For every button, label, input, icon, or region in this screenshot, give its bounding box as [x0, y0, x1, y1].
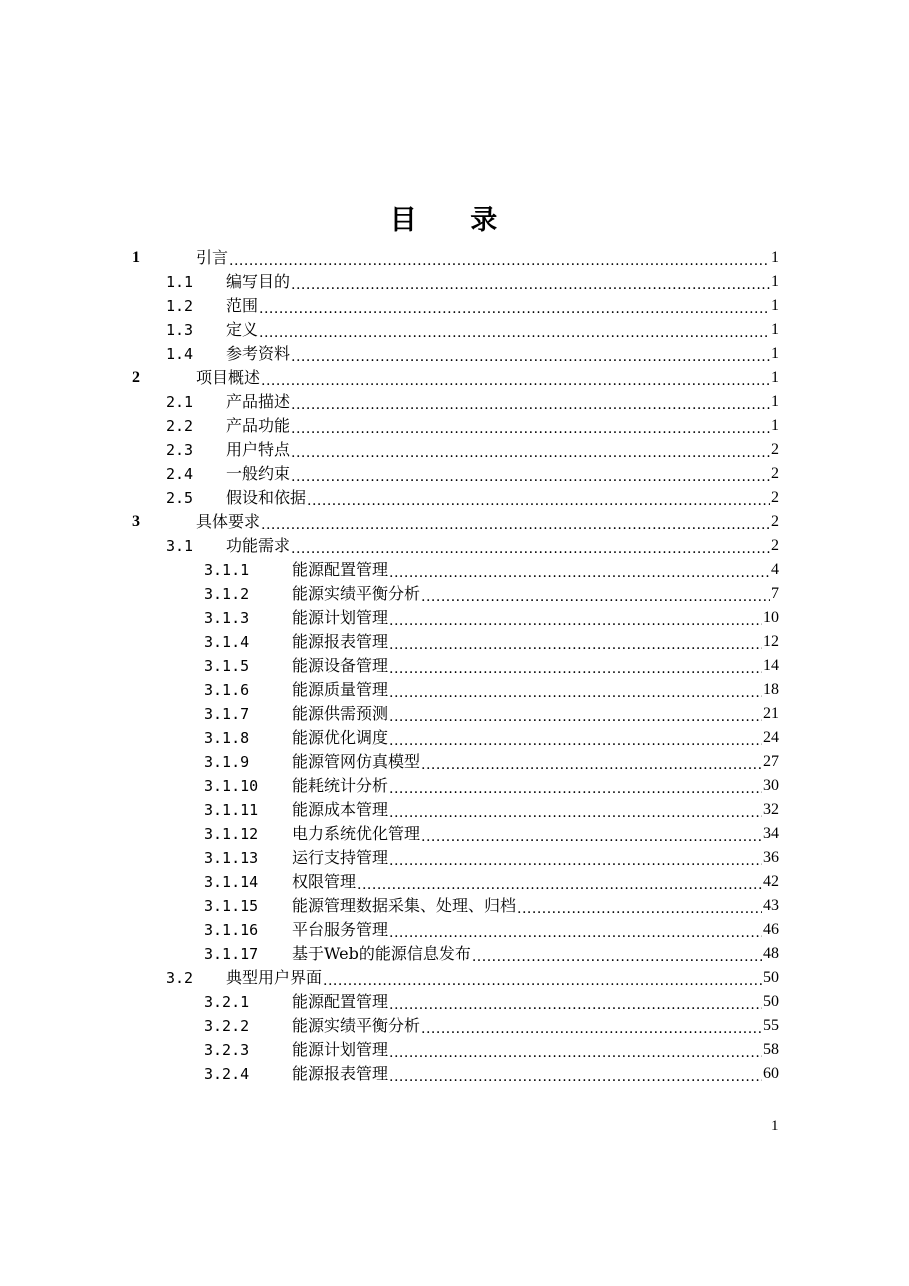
toc-entry-number: 2.5 — [166, 489, 194, 507]
toc-entry-number: 2.2 — [166, 417, 194, 435]
toc-entry-number: 3.1.9 — [204, 753, 250, 771]
toc-entry-page: 27 — [763, 753, 779, 770]
toc-entry[interactable] — [166, 534, 779, 558]
toc-entry-number: 3.1.2 — [204, 585, 250, 603]
toc-entry[interactable] — [166, 966, 779, 990]
toc-entry-title: 能源成本管理 — [292, 800, 389, 819]
toc-entry[interactable] — [204, 846, 779, 870]
dot-leader — [229, 251, 770, 271]
dot-leader — [421, 827, 762, 847]
toc-entry-page: 2 — [771, 441, 779, 458]
toc-entry-page: 50 — [763, 969, 779, 986]
toc-entry[interactable] — [204, 1038, 779, 1062]
dot-leader — [307, 491, 770, 511]
dot-leader — [389, 779, 762, 799]
dot-leader — [389, 707, 762, 727]
toc-entry[interactable] — [0, 246, 779, 270]
toc-entry-title: 电力系统优化管理 — [292, 824, 421, 843]
dot-leader — [323, 971, 762, 991]
toc-entry-page: 48 — [763, 945, 779, 962]
toc-entry-page: 32 — [763, 801, 779, 818]
toc-entry-number: 2.4 — [166, 465, 194, 483]
dot-leader — [291, 347, 770, 367]
toc-entry-page: 36 — [763, 849, 779, 866]
toc-entry[interactable] — [204, 942, 779, 966]
toc-entry-page: 1 — [771, 249, 779, 266]
toc-entry-page: 7 — [771, 585, 779, 602]
toc-entry-number: 2 — [132, 369, 140, 386]
toc-entry-title: 能源计划管理 — [292, 608, 389, 627]
toc-entry-title: 能源配置管理 — [292, 560, 389, 579]
toc-entry[interactable] — [166, 486, 779, 510]
dot-leader — [389, 731, 762, 751]
toc-entry[interactable] — [204, 1062, 779, 1086]
toc-entry-number: 3.2.1 — [204, 993, 250, 1011]
toc-entry-page: 1 — [771, 393, 779, 410]
toc-entry-number: 2.1 — [166, 393, 194, 411]
toc-entry-page: 2 — [771, 489, 779, 506]
toc-entry-page: 30 — [763, 777, 779, 794]
dot-leader — [389, 683, 762, 703]
dot-leader — [389, 995, 762, 1015]
toc-entry-title: 运行支持管理 — [292, 848, 389, 867]
dot-leader — [291, 539, 770, 559]
toc-entry[interactable] — [166, 390, 779, 414]
toc-entry-number: 1.1 — [166, 273, 194, 291]
toc-entry-title: 能耗统计分析 — [292, 776, 389, 795]
toc-entry[interactable] — [0, 366, 779, 390]
toc-entry-number: 3.1.12 — [204, 825, 259, 843]
toc-entry-page: 10 — [763, 609, 779, 626]
toc-entry-page: 1 — [771, 369, 779, 386]
dot-leader — [291, 443, 770, 463]
dot-leader — [357, 875, 762, 895]
dot-leader — [389, 1067, 762, 1087]
toc-entry-page: 1 — [771, 297, 779, 314]
toc-entry-number: 3.2.4 — [204, 1065, 250, 1083]
toc-entry-number: 1 — [132, 249, 140, 266]
toc-entry-number: 3.1.6 — [204, 681, 250, 699]
toc-entry-page: 14 — [763, 657, 779, 674]
toc-entry[interactable] — [204, 870, 779, 894]
toc-entry-page: 34 — [763, 825, 779, 842]
toc-entry[interactable] — [204, 990, 779, 1014]
dot-leader — [389, 851, 762, 871]
page-number: 1 — [771, 1118, 779, 1134]
toc-entry-number: 3.2 — [166, 969, 194, 987]
toc-entry-title: 产品功能 — [226, 416, 291, 435]
dot-leader — [421, 755, 762, 775]
toc-entry-page: 1 — [771, 321, 779, 338]
toc-entry-number: 3.1.15 — [204, 897, 259, 915]
toc-entry-title: 范围 — [226, 296, 259, 315]
toc-entry-title: 引言 — [196, 248, 229, 267]
toc-entry[interactable] — [166, 438, 779, 462]
toc-entry-page: 60 — [763, 1065, 779, 1082]
dot-leader — [389, 563, 770, 583]
toc-entry-number: 3.1.1 — [204, 561, 250, 579]
toc-entry[interactable] — [166, 462, 779, 486]
toc-entry-title: 能源配置管理 — [292, 992, 389, 1011]
toc-entry-number: 3.1.7 — [204, 705, 250, 723]
toc-entry-title: 能源报表管理 — [292, 632, 389, 651]
toc-entry[interactable] — [0, 510, 779, 534]
toc-entry-title: 能源管理数据采集、处理、归档 — [292, 896, 517, 915]
toc-entry-title: 能源实绩平衡分析 — [292, 584, 421, 603]
dot-leader — [291, 275, 770, 295]
toc-entry-page: 1 — [771, 345, 779, 362]
dot-leader — [259, 323, 770, 343]
toc-entry-page: 55 — [763, 1017, 779, 1034]
toc-entry[interactable] — [204, 774, 779, 798]
toc-entry-page: 2 — [771, 465, 779, 482]
toc-entry-title: 编写目的 — [226, 272, 291, 291]
toc-entry-page: 18 — [763, 681, 779, 698]
toc-entry-page: 2 — [771, 513, 779, 530]
dot-leader — [389, 1043, 762, 1063]
toc-entry-page: 1 — [771, 417, 779, 434]
toc-entry[interactable] — [204, 630, 779, 654]
toc-title: 目 录 — [389, 205, 520, 236]
toc-entry-page: 24 — [763, 729, 779, 746]
dot-leader — [291, 419, 770, 439]
toc-entry-title: 能源实绩平衡分析 — [292, 1016, 421, 1035]
toc-entry[interactable] — [204, 558, 779, 582]
toc-entry-number: 1.3 — [166, 321, 194, 339]
toc-entry[interactable] — [204, 750, 779, 774]
toc-entry-title: 能源报表管理 — [292, 1064, 389, 1083]
toc-entry-number: 3.1.16 — [204, 921, 259, 939]
toc-entry[interactable] — [166, 294, 779, 318]
toc-entry-number: 1.2 — [166, 297, 194, 315]
toc-entry[interactable] — [204, 918, 779, 942]
dot-leader — [389, 923, 762, 943]
toc-entry-page: 58 — [763, 1041, 779, 1058]
toc-entry-title: 能源优化调度 — [292, 728, 389, 747]
toc-entry-number: 2.3 — [166, 441, 194, 459]
toc-entry-number: 3 — [132, 513, 140, 530]
toc-entry-page: 50 — [763, 993, 779, 1010]
toc-entry[interactable] — [166, 318, 779, 342]
toc-entry[interactable] — [204, 678, 779, 702]
toc-entry-number: 3.1.10 — [204, 777, 259, 795]
toc-entry-number: 3.2.3 — [204, 1041, 250, 1059]
dot-leader — [472, 947, 762, 967]
dot-leader — [389, 611, 762, 631]
toc-entry-title: 能源设备管理 — [292, 656, 389, 675]
toc-entry[interactable] — [204, 582, 779, 606]
toc-entry-page: 43 — [763, 897, 779, 914]
dot-leader — [517, 899, 762, 919]
dot-leader — [389, 659, 762, 679]
toc-entry-title: 功能需求 — [226, 536, 291, 555]
toc-entry-title: 权限管理 — [292, 872, 357, 891]
dot-leader — [259, 299, 770, 319]
dot-leader — [291, 395, 770, 415]
dot-leader — [389, 803, 762, 823]
toc-entry-page: 46 — [763, 921, 779, 938]
toc-entry-title: 项目概述 — [196, 368, 261, 387]
toc-entry-number: 1.4 — [166, 345, 194, 363]
dot-leader — [291, 467, 770, 487]
toc-entry-page: 4 — [771, 561, 779, 578]
toc-entry-title: 假设和依据 — [226, 488, 307, 507]
toc-entry-number: 3.1.11 — [204, 801, 259, 819]
toc-entry-page: 12 — [763, 633, 779, 650]
toc-entry-number: 3.2.2 — [204, 1017, 250, 1035]
toc-entry-title: 能源计划管理 — [292, 1040, 389, 1059]
toc-entry-title: 参考资料 — [226, 344, 291, 363]
toc-entry-number: 3.1.17 — [204, 945, 259, 963]
toc-entry[interactable] — [204, 894, 779, 918]
toc-entry[interactable] — [204, 1014, 779, 1038]
toc-entry-title: 平台服务管理 — [292, 920, 389, 939]
toc-entry-page: 42 — [763, 873, 779, 890]
toc-entry-page: 1 — [771, 273, 779, 290]
dot-leader — [261, 371, 770, 391]
toc-entry-title: 基于Web的能源信息发布 — [292, 944, 471, 963]
toc-entry-title: 用户特点 — [226, 440, 291, 459]
toc-entry-number: 3.1.4 — [204, 633, 250, 651]
toc-entry-page: 2 — [771, 537, 779, 554]
toc-entry-number: 3.1.14 — [204, 873, 259, 891]
toc-entry[interactable] — [204, 702, 779, 726]
dot-leader — [421, 587, 770, 607]
toc-entry[interactable] — [166, 270, 779, 294]
toc-entry[interactable] — [166, 414, 779, 438]
dot-leader — [261, 515, 770, 535]
toc-entry-title: 产品描述 — [226, 392, 291, 411]
toc-entry-title: 能源质量管理 — [292, 680, 389, 699]
toc-entry-title: 能源管网仿真模型 — [292, 752, 421, 771]
toc-entry[interactable] — [204, 654, 779, 678]
dot-leader — [421, 1019, 762, 1039]
toc-entry-title: 具体要求 — [196, 512, 261, 531]
toc-entry[interactable] — [204, 798, 779, 822]
toc-entry[interactable] — [204, 822, 779, 846]
toc-entry-number: 3.1 — [166, 537, 194, 555]
toc-entry-number: 3.1.3 — [204, 609, 250, 627]
toc-entry-page: 21 — [763, 705, 779, 722]
dot-leader — [389, 635, 762, 655]
toc-entry-title: 能源供需预测 — [292, 704, 389, 723]
toc-entry[interactable] — [166, 342, 779, 366]
toc-entry-title: 典型用户界面 — [226, 968, 323, 987]
toc-entry-title: 一般约束 — [226, 464, 291, 483]
toc-entry-title: 定义 — [226, 320, 259, 339]
toc-entry-number: 3.1.5 — [204, 657, 250, 675]
toc-entry-number: 3.1.13 — [204, 849, 259, 867]
toc-entry[interactable] — [204, 606, 779, 630]
toc-entry-number: 3.1.8 — [204, 729, 250, 747]
toc-entry[interactable] — [204, 726, 779, 750]
